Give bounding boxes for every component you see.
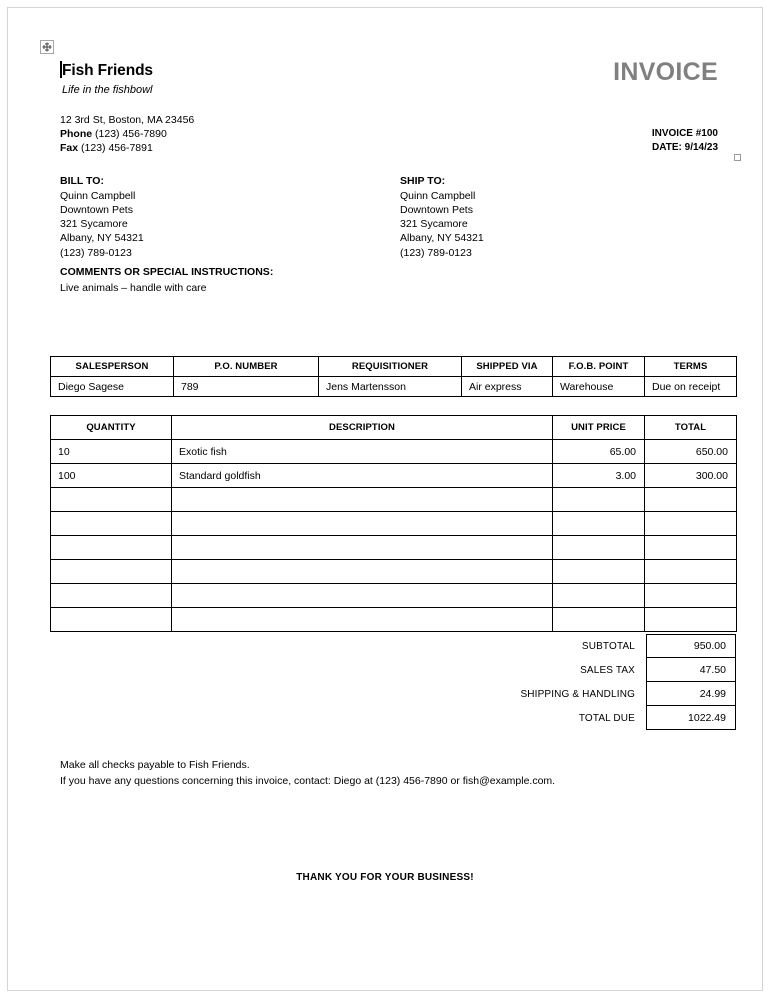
item-quantity[interactable]: 10 bbox=[51, 440, 172, 464]
sales-header-cell: REQUISITIONER bbox=[319, 357, 462, 377]
item-quantity[interactable] bbox=[51, 536, 172, 560]
phone-label: Phone bbox=[60, 127, 93, 140]
bill-to-line: Quinn Campbell bbox=[60, 189, 136, 202]
item-description[interactable]: Exotic fish bbox=[172, 440, 553, 464]
ship-to-line: Albany, NY 54321 bbox=[400, 232, 484, 245]
comments-block bbox=[60, 265, 273, 295]
item-total[interactable] bbox=[645, 536, 737, 560]
bill-to-line: Albany, NY 54321 bbox=[60, 232, 144, 245]
items-header-cell: QUANTITY bbox=[51, 416, 172, 440]
fax-label: Fax bbox=[60, 141, 79, 154]
item-description[interactable]: Standard goldfish bbox=[172, 464, 553, 488]
item-unit-price[interactable] bbox=[553, 608, 645, 632]
company-tagline: Life in the fishbowl bbox=[62, 84, 153, 96]
item-unit-price[interactable] bbox=[553, 584, 645, 608]
item-description[interactable] bbox=[172, 608, 553, 632]
company-name: Fish Friends bbox=[62, 62, 153, 79]
totals-value[interactable]: 1022.49 bbox=[646, 706, 736, 730]
table-row bbox=[51, 536, 737, 560]
item-description[interactable] bbox=[172, 560, 553, 584]
company-address-block bbox=[60, 114, 194, 155]
table-row bbox=[51, 377, 737, 397]
bill-to-line: 321 Sycamore bbox=[60, 218, 128, 231]
item-unit-price[interactable] bbox=[553, 536, 645, 560]
table-row bbox=[51, 416, 737, 440]
sales-header-cell: SALESPERSON bbox=[51, 357, 174, 377]
invoice-date: DATE: 9/14/23 bbox=[652, 142, 718, 154]
bill-to-line: Downtown Pets bbox=[60, 203, 133, 216]
item-unit-price[interactable]: 65.00 bbox=[553, 440, 645, 464]
totals-label: SUBTOTAL bbox=[581, 640, 635, 652]
company-fax bbox=[60, 142, 194, 156]
fax-value: (123) 456-7891 bbox=[81, 141, 153, 154]
items-header-cell: DESCRIPTION bbox=[172, 416, 553, 440]
sales-header-cell: F.O.B. POINT bbox=[553, 357, 645, 377]
resize-handle-icon[interactable] bbox=[734, 154, 741, 161]
phone-value: (123) 456-7890 bbox=[95, 127, 167, 140]
ship-to-line: (123) 789-0123 bbox=[400, 246, 472, 259]
move-handle-icon[interactable] bbox=[40, 40, 54, 54]
totals-value[interactable]: 24.99 bbox=[646, 682, 736, 706]
item-description[interactable] bbox=[172, 584, 553, 608]
item-quantity[interactable] bbox=[51, 608, 172, 632]
ship-to-line: 321 Sycamore bbox=[400, 218, 468, 231]
item-unit-price[interactable] bbox=[553, 488, 645, 512]
item-description[interactable] bbox=[172, 488, 553, 512]
sales-header-cell: SHIPPED VIA bbox=[462, 357, 553, 377]
sales-value-cell[interactable]: Warehouse bbox=[553, 377, 645, 397]
invoice-page bbox=[7, 7, 763, 991]
table-row bbox=[51, 608, 737, 632]
thank-you-message: THANK YOU FOR YOUR BUSINESS! bbox=[296, 872, 474, 883]
totals-label: TOTAL DUE bbox=[578, 712, 635, 724]
sales-value-cell[interactable]: Jens Martensson bbox=[319, 377, 462, 397]
ship-to-line: Downtown Pets bbox=[400, 203, 473, 216]
totals-row bbox=[508, 682, 736, 706]
table-row bbox=[51, 488, 737, 512]
item-unit-price[interactable] bbox=[553, 560, 645, 584]
totals-row bbox=[508, 706, 736, 730]
item-unit-price[interactable] bbox=[553, 512, 645, 536]
item-total[interactable] bbox=[645, 584, 737, 608]
item-quantity[interactable] bbox=[51, 512, 172, 536]
company-phone bbox=[60, 128, 194, 142]
totals-block bbox=[508, 634, 736, 730]
line-items-table bbox=[50, 415, 737, 632]
invoice-title: INVOICE bbox=[613, 58, 718, 86]
item-total[interactable] bbox=[645, 608, 737, 632]
ship-to-line: Quinn Campbell bbox=[400, 189, 476, 202]
item-description[interactable] bbox=[172, 536, 553, 560]
company-header bbox=[60, 61, 460, 98]
table-row bbox=[51, 357, 737, 377]
ship-to-title: SHIP TO: bbox=[400, 175, 446, 187]
comments-text: Live animals – handle with care bbox=[60, 282, 207, 295]
totals-value[interactable]: 47.50 bbox=[646, 658, 736, 682]
totals-label: SALES TAX bbox=[580, 664, 635, 676]
bill-to-line: (123) 789-0123 bbox=[60, 246, 132, 259]
sales-header-cell: P.O. NUMBER bbox=[174, 357, 319, 377]
invoice-meta bbox=[652, 127, 718, 155]
item-total[interactable]: 300.00 bbox=[645, 464, 737, 488]
invoice-number: INVOICE #100 bbox=[651, 128, 718, 139]
item-quantity[interactable] bbox=[51, 560, 172, 584]
sales-value-cell[interactable]: Air express bbox=[462, 377, 553, 397]
item-description[interactable] bbox=[172, 512, 553, 536]
sales-header-cell: TERMS bbox=[645, 357, 737, 377]
table-row bbox=[51, 560, 737, 584]
sales-value-cell[interactable]: Due on receipt bbox=[645, 377, 737, 397]
items-header-cell: TOTAL bbox=[645, 416, 737, 440]
totals-row bbox=[508, 634, 736, 658]
footer-line-checks: Make all checks payable to Fish Friends. bbox=[60, 759, 250, 771]
item-quantity[interactable]: 100 bbox=[51, 464, 172, 488]
table-row bbox=[51, 584, 737, 608]
sales-value-cell[interactable]: Diego Sagese bbox=[51, 377, 174, 397]
totals-row bbox=[508, 658, 736, 682]
item-unit-price[interactable]: 3.00 bbox=[553, 464, 645, 488]
item-total[interactable]: 650.00 bbox=[645, 440, 737, 464]
table-row bbox=[51, 440, 737, 464]
bill-to-block bbox=[60, 174, 144, 260]
table-row bbox=[51, 464, 737, 488]
ship-to-block bbox=[400, 174, 484, 260]
item-total[interactable] bbox=[645, 488, 737, 512]
item-total[interactable] bbox=[645, 560, 737, 584]
sales-info-table bbox=[50, 356, 737, 397]
comments-title: COMMENTS OR SPECIAL INSTRUCTIONS: bbox=[60, 266, 274, 278]
totals-label: SHIPPING & HANDLING bbox=[520, 688, 635, 700]
table-row bbox=[51, 512, 737, 536]
item-quantity[interactable] bbox=[51, 488, 172, 512]
item-quantity[interactable] bbox=[51, 584, 172, 608]
company-street: 12 3rd St, Boston, MA 23456 bbox=[60, 114, 195, 126]
item-total[interactable] bbox=[645, 512, 737, 536]
footer-notes bbox=[60, 757, 555, 789]
items-header-cell: UNIT PRICE bbox=[553, 416, 645, 440]
bill-to-title: BILL TO: bbox=[60, 175, 104, 187]
footer-line-contact: If you have any questions concerning this invoice, contact: Diego at (123) 456-7890 or fish@example.com. bbox=[60, 775, 556, 787]
sales-value-cell[interactable]: 789 bbox=[174, 377, 319, 397]
totals-value[interactable]: 950.00 bbox=[646, 634, 736, 658]
